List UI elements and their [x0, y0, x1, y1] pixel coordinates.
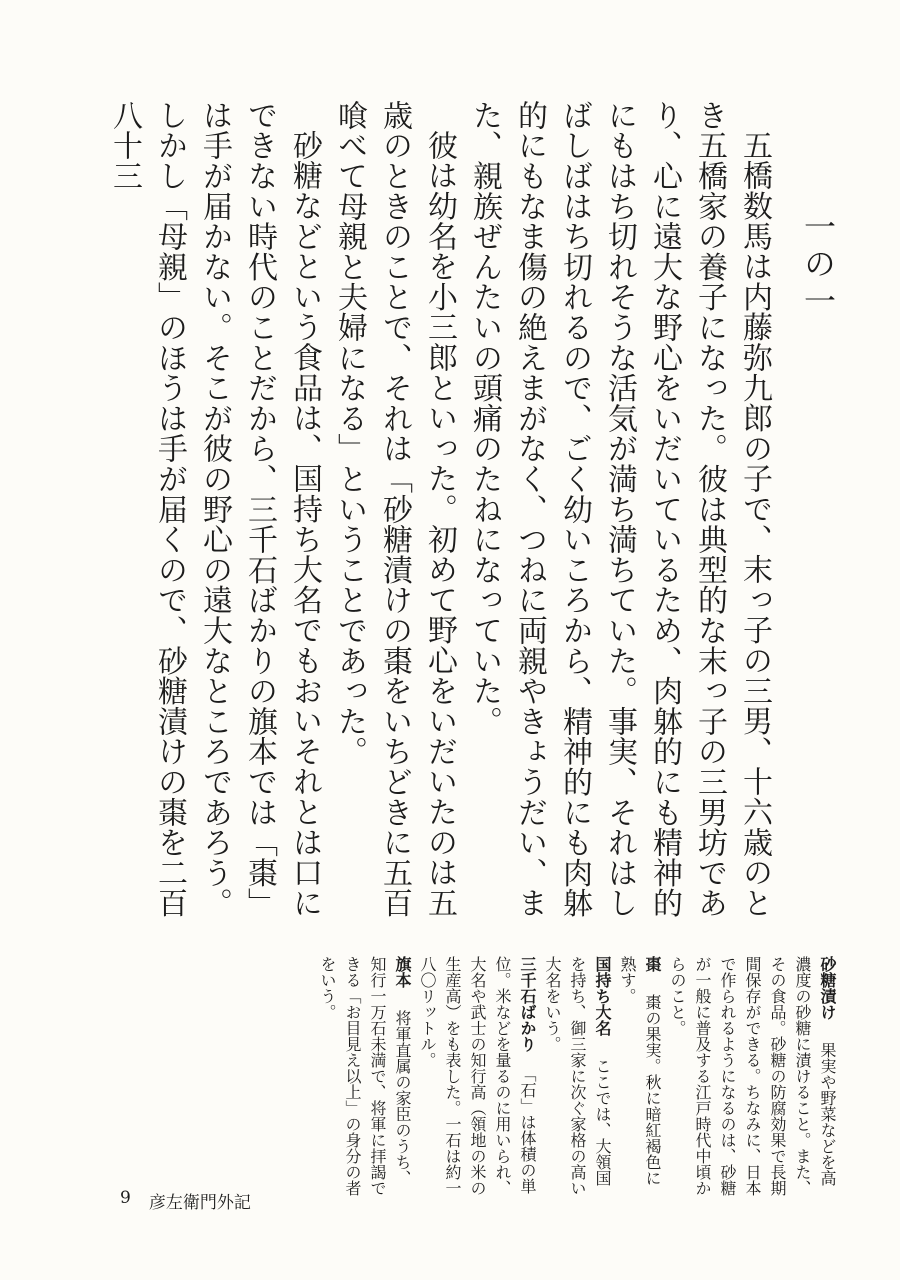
note-text: 将軍直属の家臣のうち、知行一万石未満で、将軍に拝謁できる「お目見え以上」の身分の者をいう。 [318, 956, 412, 1196]
note-text: 棗の果実。秋に暗紅褐色に熟す。 [618, 956, 662, 1186]
note-term: 棗 [643, 956, 662, 972]
note-term: 国持ち大名 [593, 956, 612, 1036]
main-text [107, 100, 840, 940]
note-item [315, 956, 415, 1196]
chapter-title: 一の一 [799, 210, 837, 321]
book-title: 彦左衛門外記 [148, 1193, 251, 1213]
page-number: 9 [120, 1188, 131, 1208]
note-text: 果実や野菜などを高濃度の砂糖に漬けること。また、その食品。砂糖の防腐効果で長期間保存ができる。ちなみに、日本で作られるようになるのは、砂糖が一般に普及する江戸時代中頃からのこと。 [668, 956, 837, 1196]
note-text: 「石」は体積の単位。米などを量るのに用いられ、大名や武士の知行高（領地の米の生産高）をも表した。一石は約一八〇リットル。 [418, 956, 537, 1196]
page-footer [120, 1188, 251, 1213]
note-item [665, 956, 840, 1196]
note-item [415, 956, 540, 1196]
paragraph-2: 彼は幼名を小三郎といった。初めて野心をいだいたのは五歳のときのことで、それは「砂糖漬けの棗をいちどきに五百喰べて母親と夫婦になる」ということであった。 [332, 100, 457, 919]
note-term: 砂糖漬け [818, 956, 837, 1020]
note-item [615, 956, 665, 1196]
paragraph-1: 五橋数馬は内藤弥九郎の子で、末っ子の三男、十六歳のとき五橋家の養子になった。彼は典型的な末っ子の三男坊であり、心に遠大な野心をいだいているため、肉躰的にも精神的にもはち切れそうな活気が満ち満ちていた。事実、それはしばしばはち切れるので、ごく幼いころから、精神的にも肉躰的にもなま傷の絶えまがなく、つねに両親やきょうだい、また、親族ぜんたいの頭痛のたねになっていた。 [467, 100, 772, 919]
note-term: 旗本 [393, 956, 412, 988]
paragraph-3: 砂糖などという食品は、国持ち大名でもおいそれとは口にできない時代のことだから、三千石ばかりの旗本では「棗」は手が届かない。そこが彼の野心の遠大なところであろう。しかし「母親」のほうは手が届くので、砂糖漬けの棗を二百八十三 [107, 100, 322, 919]
annotation-notes [318, 956, 840, 1196]
note-text: ここでは、大領国を持ち、御三家に次ぐ家格の高い大名をいう。 [543, 956, 612, 1196]
note-term: 三千石ばかり [518, 956, 537, 1052]
note-item [540, 956, 615, 1196]
